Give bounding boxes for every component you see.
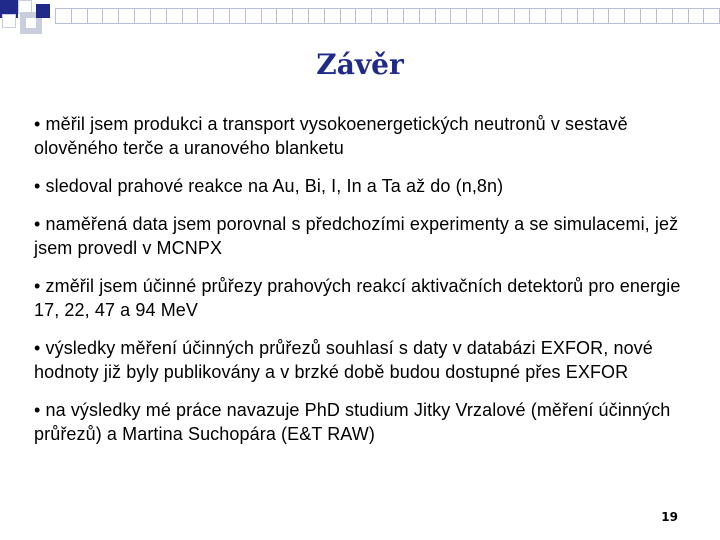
decor-cell bbox=[261, 8, 278, 24]
decor-cell bbox=[87, 8, 104, 24]
decor-cell bbox=[514, 8, 531, 24]
decor-cell bbox=[640, 8, 657, 24]
decor-cell bbox=[593, 8, 610, 24]
decor-cell bbox=[403, 8, 420, 24]
decor-cell bbox=[308, 8, 325, 24]
decor-cell bbox=[498, 8, 515, 24]
decor-cell bbox=[229, 8, 246, 24]
bullet-item: • na výsledky mé práce navazuje PhD studium Jitky Vrzalové (měření účinných průřezů) a Martina Suchopára (E&T RAW) bbox=[34, 400, 671, 444]
decor-cell bbox=[371, 8, 388, 24]
decor-cell bbox=[276, 8, 293, 24]
decor-cell bbox=[656, 8, 673, 24]
decor-cell bbox=[561, 8, 578, 24]
decor-cell bbox=[672, 8, 689, 24]
decor-cell bbox=[213, 8, 230, 24]
bullet-item: • měřil jsem produkci a transport vysokoenergetických neutronů v sestavě olověného terče a uranového blanketu bbox=[34, 114, 628, 158]
bullet-item: • výsledky měření účinných průřezů souhlasí s daty v databázi EXFOR, nové hodnoty již byly publikovány a v brzké době budou dostupné přes EXFOR bbox=[34, 338, 653, 382]
decor-cell bbox=[118, 8, 135, 24]
decor-cell bbox=[703, 8, 720, 24]
decor-square bbox=[2, 14, 16, 28]
decor-cell bbox=[166, 8, 183, 24]
decor-cell bbox=[324, 8, 341, 24]
decor-square bbox=[26, 18, 36, 28]
page-number: 19 bbox=[661, 510, 678, 524]
decor-square bbox=[36, 4, 50, 18]
decor-cell bbox=[419, 8, 436, 24]
slide-title: Závěr bbox=[316, 48, 404, 81]
decor-cell bbox=[450, 8, 467, 24]
decor-cell bbox=[608, 8, 625, 24]
decor-cell bbox=[182, 8, 199, 24]
decor-cell bbox=[340, 8, 357, 24]
decor-cell bbox=[435, 8, 452, 24]
bullet-item: • změřil jsem účinné průřezy prahových reakcí aktivačních detektorů pro energie 17, 22, 47 a 94 MeV bbox=[34, 276, 681, 320]
bullet-list bbox=[34, 112, 694, 460]
decor-cell bbox=[245, 8, 262, 24]
decor-square-row bbox=[56, 8, 720, 24]
bullet-item: • sledoval prahové reakce na Au, Bi, I, In a Ta až do (n,8n) bbox=[34, 176, 504, 196]
decor-cell bbox=[55, 8, 72, 24]
decor-cell bbox=[197, 8, 214, 24]
decor-cell bbox=[134, 8, 151, 24]
decor-cell bbox=[355, 8, 372, 24]
decor-cell bbox=[688, 8, 705, 24]
decor-cell bbox=[577, 8, 594, 24]
decor-cell bbox=[482, 8, 499, 24]
decor-cell bbox=[387, 8, 404, 24]
decor-cell bbox=[529, 8, 546, 24]
decor-cell bbox=[545, 8, 562, 24]
bullet-item: • naměřená data jsem porovnal s předchozími experimenty a se simulacemi, jež jsem provedl v MCNPX bbox=[34, 214, 679, 258]
decor-cell bbox=[102, 8, 119, 24]
decor-cell bbox=[466, 8, 483, 24]
decor-cell bbox=[150, 8, 167, 24]
decor-cell bbox=[624, 8, 641, 24]
decor-cell bbox=[71, 8, 88, 24]
decor-cell bbox=[292, 8, 309, 24]
